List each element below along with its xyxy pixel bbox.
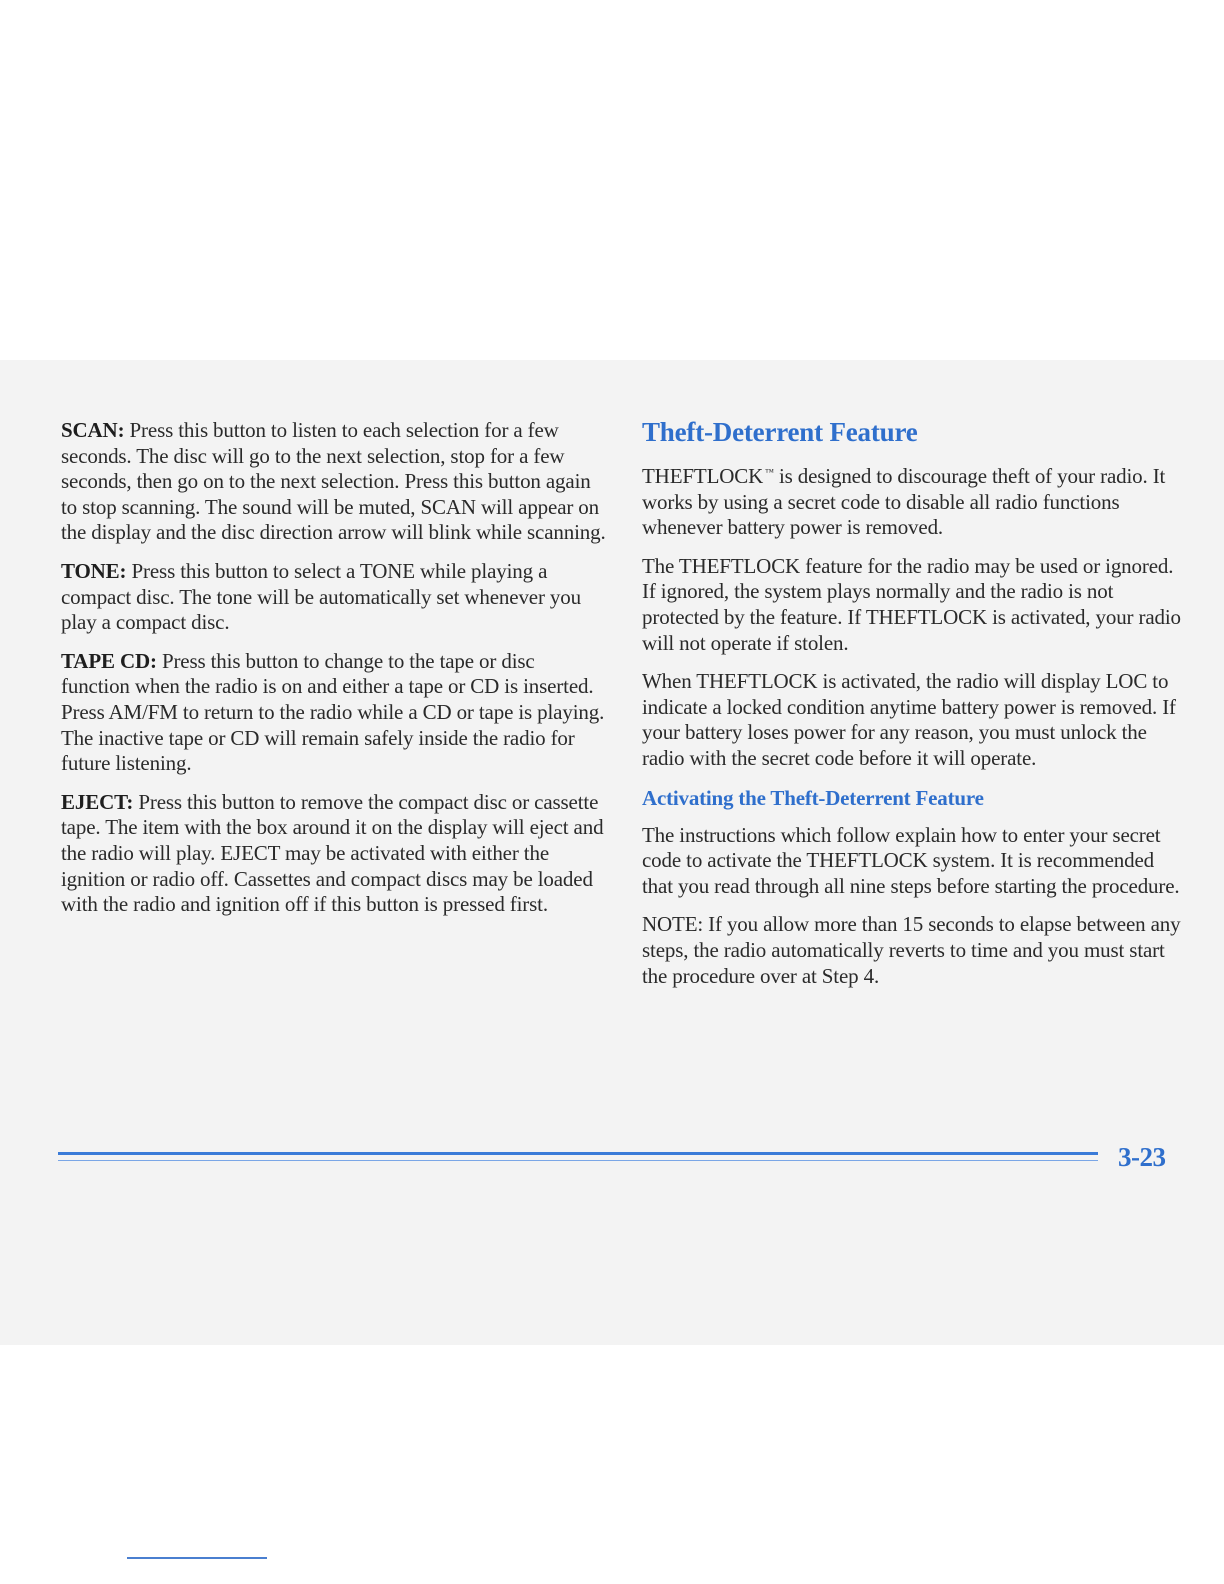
tone-text: Press this button to select a TONE while playing a compact disc. The tone will be automatically set whenever you play a compact disc. [61, 558, 581, 635]
eject-paragraph [61, 790, 606, 918]
bottom-link-mark [127, 1557, 267, 1559]
scan-paragraph [61, 418, 606, 546]
section-title: Theft-Deterrent Feature [642, 417, 918, 447]
footer-rule [58, 1150, 1098, 1164]
eject-term: EJECT: [61, 789, 134, 814]
tone-paragraph [61, 559, 606, 636]
note-paragraph: NOTE: If you allow more than 15 seconds to elapse between any steps, the radio automatically reverts to time and you must start the procedure over at Step 4. [642, 912, 1181, 988]
eject-text: Press this button to remove the compact disc or cassette tape. The item with the box around it on the display will eject and the radio will play. EJECT may be activated with either the ignition or radio off. Cassettes and compact discs may be loaded with the radio and ignition off if this button is pressed first. [61, 789, 604, 917]
subsection-title: Activating the Theft-Deterrent Feature [642, 785, 984, 810]
tone-term: TONE: [61, 558, 127, 583]
scan-text: Press this button to listen to each selection for a few seconds. The disc will go to the next selection, stop for a few seconds, then go on to the next selection. Press this button again to stop scanning. The sound will be muted, SCAN will appear on the display and the disc direction arrow will blink while scanning. [61, 418, 606, 545]
footer-rule-thin [58, 1160, 1098, 1161]
left-column [61, 418, 606, 931]
intro-text: is designed to discourage theft of your radio. It works by using a secret code to disable all radio functions whenever battery power is removed. [642, 464, 1166, 540]
theftlock-brand: THEFTLOCK [642, 464, 764, 488]
usage-paragraph: The THEFTLOCK feature for the radio may be used or ignored. If ignored, the system plays normally and the radio is not protected by the feature. If THEFTLOCK is activated, your radio will not operate if stolen. [642, 553, 1181, 655]
intro-paragraph [642, 464, 1182, 541]
loc-paragraph: When THEFTLOCK is activated, the radio will display LOC to indicate a locked condition anytime battery power is removed. If your battery loses power for any reason, you must unlock the radio with the secret code before it will operate. [642, 669, 1176, 770]
tape-cd-term: TAPE CD: [61, 648, 157, 673]
tape-cd-paragraph [61, 649, 606, 777]
instructions-paragraph: The instructions which follow explain how to enter your secret code to activate the THEFTLOCK system. It is recommended that you read through all nine steps before starting the procedure. [642, 822, 1180, 898]
right-column [642, 416, 1182, 1002]
trademark-symbol: ™ [765, 467, 774, 477]
tape-cd-text: Press this button to change to the tape or disc function when the radio is on and either a tape or CD is inserted. Press AM/FM to return to the radio while a CD or tape is playing. The inactive tape or CD will remain safely inside the radio for future listening. [61, 648, 605, 776]
page-number: 3-23 [1118, 1142, 1166, 1172]
footer-rule-thick [58, 1152, 1098, 1155]
scan-term: SCAN: [61, 418, 125, 442]
